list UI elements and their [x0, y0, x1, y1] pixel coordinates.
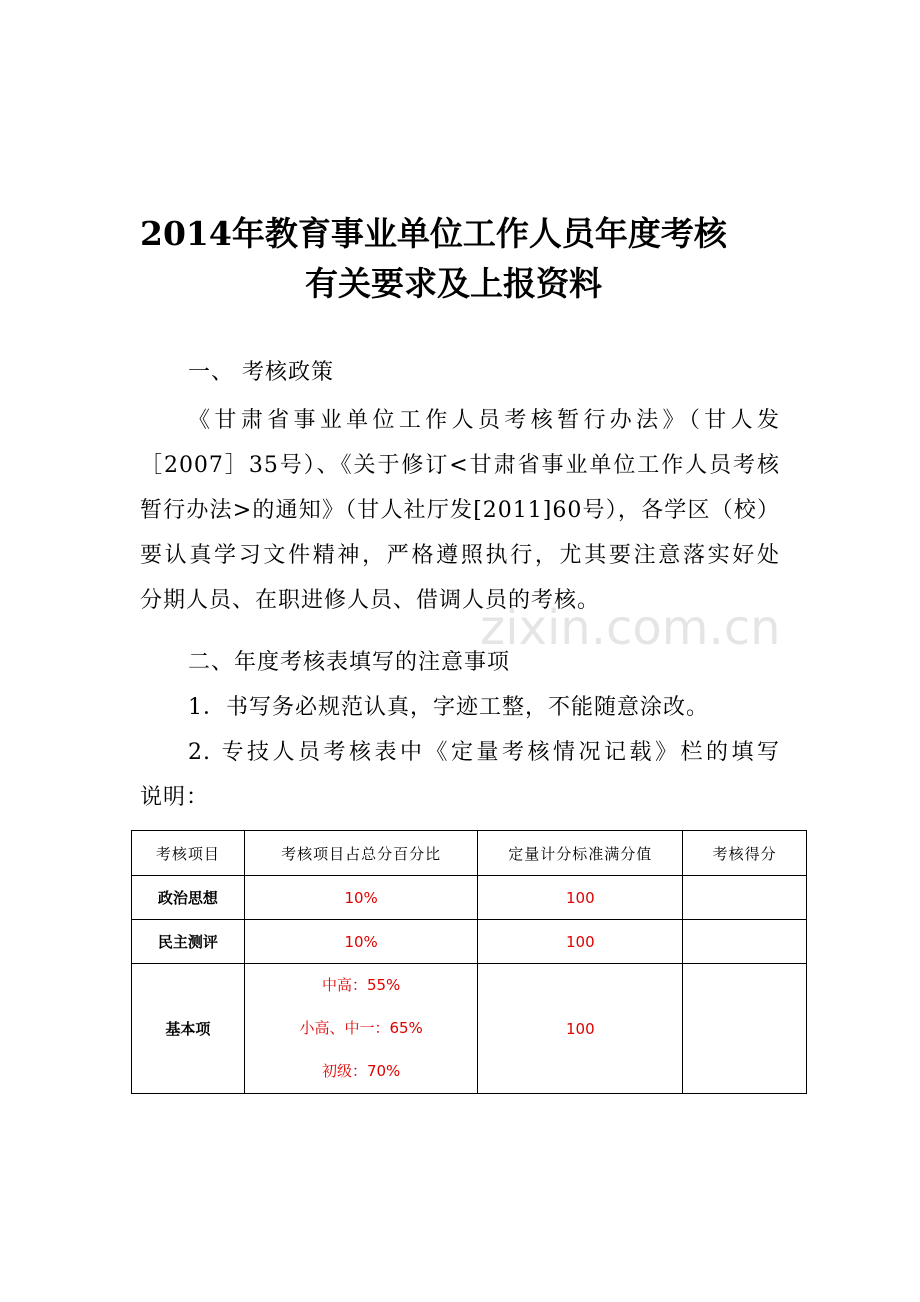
item2-line: 2. 专技人员考核表中《定量考核情况记载》栏的填写: [188, 740, 780, 765]
row-percent: 10%: [244, 920, 478, 964]
row-full-score: 100: [478, 876, 683, 920]
item1-text: 1．书写务必规范认真，字迹工整，不能随意涂改。: [188, 695, 709, 720]
table-header-row: [132, 831, 807, 876]
header-percent: 考核项目占总分百分比: [244, 831, 478, 876]
table-row: [132, 920, 807, 964]
row-item: 政治思想: [132, 876, 245, 920]
row-score: [683, 920, 807, 964]
policy-line: 要认真学习文件精神，严格遵照执行，尤其要注意落实好处: [140, 543, 780, 568]
policy-line: 《甘肃省事业单位工作人员考核暂行办法》（甘人发: [188, 408, 780, 433]
row-item: 基本项: [132, 964, 245, 1094]
row-score: [683, 964, 807, 1094]
section1-heading: 一、 考核政策: [188, 360, 334, 385]
percent-line: 中高：55%: [321, 976, 401, 994]
row-percent-multi: [244, 964, 478, 1094]
row-item: 民主测评: [132, 920, 245, 964]
policy-line: 分期人员、在职进修人员、借调人员的考核。: [140, 588, 601, 613]
policy-line: ［2007］35号）、《关于修订<甘肃省事业单位工作人员考核: [140, 453, 780, 478]
row-percent: 10%: [244, 876, 478, 920]
percent-line: 小高、中一：65%: [299, 1019, 423, 1037]
assessment-table: [131, 830, 807, 1094]
watermark: zixin.com.cn: [480, 600, 781, 656]
policy-line: 暂行办法>的通知》（甘人社厅发[2011]60号），各学区（校）: [140, 498, 780, 523]
section2-block: [140, 640, 780, 820]
percent-line: 初级：70%: [321, 1062, 401, 1080]
document-title-line1: 2014年教育事业单位工作人员年度考核: [140, 214, 727, 253]
table-row: [132, 964, 807, 1094]
policy-paragraph: [140, 398, 780, 623]
table-row: [132, 876, 807, 920]
section2-heading: 二、年度考核表填写的注意事项: [188, 650, 511, 675]
item2-line: 说明：: [140, 785, 210, 810]
section1-heading-block: [140, 350, 780, 395]
row-full-score: 100: [478, 964, 683, 1094]
document-title-line2: 有关要求及上报资料: [305, 264, 602, 303]
row-full-score: 100: [478, 920, 683, 964]
header-item: 考核项目: [132, 831, 245, 876]
row-score: [683, 876, 807, 920]
header-full-score: 定量计分标准满分值: [478, 831, 683, 876]
header-score: 考核得分: [683, 831, 807, 876]
